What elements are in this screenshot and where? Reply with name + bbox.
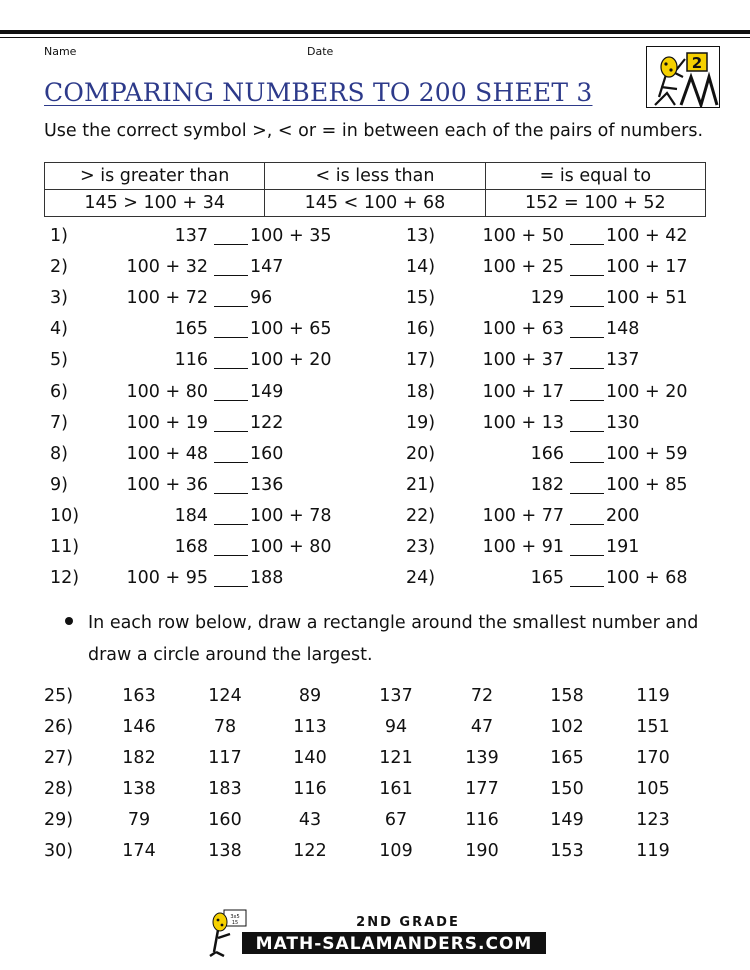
right-expression: 137 [606, 350, 640, 371]
comparison-row [50, 222, 350, 250]
left-expression: 168 [174, 537, 208, 557]
number-cell[interactable]: 163 [122, 686, 156, 706]
right-expression: 136 [250, 474, 284, 495]
comparison-row [50, 409, 350, 437]
left-expression: 100 + 80 [126, 381, 208, 402]
comparison-row [406, 315, 706, 343]
example-less: 145 < 100 + 68 [265, 190, 485, 217]
left-expression: 100 + 25 [482, 257, 564, 278]
salamander-mascot-icon [208, 908, 548, 958]
number-cell[interactable]: 109 [379, 841, 413, 861]
question-number: 13) [406, 226, 436, 246]
question-number: 5) [50, 350, 68, 371]
number-cell[interactable]: 151 [636, 717, 670, 737]
number-cell[interactable]: 89 [298, 686, 322, 706]
svg-text:15: 15 [231, 920, 239, 926]
number-cell[interactable]: 140 [293, 748, 327, 768]
right-expression: 100 + 65 [250, 319, 332, 340]
right-expression: 122 [250, 412, 284, 433]
number-row [44, 712, 744, 742]
grade-badge [646, 46, 720, 108]
question-number: 3) [50, 288, 68, 309]
left-expression: 100 + 37 [482, 350, 564, 371]
name-label: Name [44, 45, 77, 58]
instruction-text: Use the correct symbol >, < or = in between each of the pairs of numbers. [44, 121, 704, 141]
number-cell[interactable]: 94 [384, 717, 408, 737]
question-number: 4) [50, 319, 68, 340]
question-number: 21) [406, 474, 436, 495]
right-expression: 160 [250, 443, 284, 464]
number-cell[interactable]: 116 [293, 779, 327, 799]
key-greater: > is greater than [45, 163, 265, 190]
question-number: 8) [50, 443, 68, 464]
comparison-row [406, 378, 706, 406]
comparison-row [406, 222, 706, 250]
number-cell[interactable]: 149 [550, 810, 584, 830]
right-expression: 149 [250, 381, 284, 402]
salamander-logo-icon [647, 47, 719, 107]
right-expression: 200 [606, 505, 640, 526]
comparison-row [50, 440, 350, 468]
number-cell[interactable]: 47 [470, 717, 494, 737]
left-expression: 129 [530, 288, 564, 309]
row-number: 30) [44, 841, 74, 861]
comparison-row [406, 346, 706, 374]
right-expression: 188 [250, 568, 284, 589]
number-cell[interactable]: 79 [127, 810, 151, 830]
number-cell[interactable]: 183 [208, 779, 242, 799]
comparison-row [406, 564, 706, 592]
number-cell[interactable]: 150 [550, 779, 584, 799]
left-expression: 100 + 13 [482, 412, 564, 433]
left-expression: 100 + 63 [482, 319, 564, 340]
key-less: < is less than [265, 163, 485, 190]
comparison-row [50, 315, 350, 343]
question-number: 24) [406, 568, 436, 589]
question-number: 7) [50, 412, 68, 433]
question-number: 12) [50, 568, 80, 589]
left-expression: 100 + 19 [126, 412, 208, 433]
number-cell[interactable]: 43 [298, 810, 322, 830]
question-number: 18) [406, 381, 436, 402]
svg-text:3x5: 3x5 [230, 914, 240, 920]
left-expression: 166 [530, 443, 564, 464]
grade-number: 2 [691, 54, 703, 72]
right-expression: 100 + 78 [250, 505, 332, 526]
number-cell[interactable]: 153 [550, 841, 584, 861]
question-number: 2) [50, 257, 68, 278]
question-number: 14) [406, 257, 436, 278]
left-expression: 100 + 48 [126, 443, 208, 464]
comparison-row [406, 502, 706, 530]
question-number: 9) [50, 474, 68, 495]
number-cell[interactable]: 177 [465, 779, 499, 799]
left-expression: 184 [174, 505, 208, 526]
row-number: 28) [44, 779, 74, 799]
question-number: 1) [50, 226, 68, 246]
comparison-row [406, 471, 706, 499]
right-expression: 100 + 35 [250, 226, 332, 246]
comparison-row [406, 409, 706, 437]
number-cell[interactable]: 190 [465, 841, 499, 861]
top-rule-thin [0, 37, 750, 38]
number-cell[interactable]: 102 [550, 717, 584, 737]
top-rule [0, 30, 750, 34]
footer-grade-text: 2ND GRADE [356, 915, 460, 930]
number-cell[interactable]: 116 [465, 810, 499, 830]
footer-logo [208, 908, 548, 958]
number-cell[interactable]: 161 [379, 779, 413, 799]
bullet-icon [65, 617, 73, 625]
number-cell[interactable]: 119 [636, 841, 670, 861]
question-number: 17) [406, 350, 436, 371]
comparison-row [50, 502, 350, 530]
number-row [44, 805, 744, 835]
date-label: Date [307, 45, 334, 58]
number-row [44, 681, 744, 711]
number-cell[interactable]: 137 [379, 686, 413, 706]
left-expression: 100 + 95 [126, 568, 208, 589]
number-cell[interactable]: 182 [122, 748, 156, 768]
left-expression: 100 + 91 [482, 537, 564, 557]
example-equal: 152 = 100 + 52 [485, 190, 705, 217]
right-expression: 148 [606, 319, 640, 340]
symbol-key-table [44, 162, 706, 217]
example-greater: 145 > 100 + 34 [45, 190, 265, 217]
number-cell[interactable]: 160 [208, 810, 242, 830]
left-expression: 100 + 77 [482, 505, 564, 526]
comparison-row [406, 533, 706, 561]
right-expression: 191 [606, 537, 640, 557]
footer-site-text: MATH-SALAMANDERS.COM [255, 934, 533, 954]
left-expression: 100 + 36 [126, 474, 208, 495]
right-expression: 96 [250, 288, 273, 309]
key-equal: = is equal to [485, 163, 705, 190]
number-cell[interactable]: 174 [122, 841, 156, 861]
question-number: 19) [406, 412, 436, 433]
comparison-row [406, 284, 706, 312]
left-expression: 165 [530, 568, 564, 589]
number-cell[interactable]: 124 [208, 686, 242, 706]
comparison-row [50, 346, 350, 374]
number-cell[interactable]: 170 [636, 748, 670, 768]
number-cell[interactable]: 72 [470, 686, 494, 706]
question-number: 16) [406, 319, 436, 340]
right-expression: 100 + 85 [606, 474, 688, 495]
comparison-row [50, 533, 350, 561]
left-expression: 100 + 32 [126, 257, 208, 278]
number-row [44, 836, 744, 866]
question-number: 11) [50, 537, 80, 557]
question-number: 22) [406, 505, 436, 526]
number-cell[interactable]: 113 [293, 717, 327, 737]
number-cell[interactable]: 121 [379, 748, 413, 768]
number-cell[interactable]: 158 [550, 686, 584, 706]
right-expression: 130 [606, 412, 640, 433]
number-cell[interactable]: 138 [122, 779, 156, 799]
comparison-row [50, 378, 350, 406]
number-cell[interactable]: 78 [213, 717, 237, 737]
comparison-row [50, 564, 350, 592]
number-row [44, 743, 744, 773]
row-number: 27) [44, 748, 74, 768]
left-expression: 116 [174, 350, 208, 371]
right-expression: 147 [250, 257, 284, 278]
right-expression: 100 + 80 [250, 537, 332, 557]
key-header-row [45, 163, 706, 190]
right-expression: 100 + 68 [606, 568, 688, 589]
comparison-row [406, 440, 706, 468]
right-expression: 100 + 20 [250, 350, 332, 371]
right-expression: 100 + 17 [606, 257, 688, 278]
number-cell[interactable]: 119 [636, 686, 670, 706]
comparison-row [50, 284, 350, 312]
question-number: 6) [50, 381, 68, 402]
number-cell[interactable]: 123 [636, 810, 670, 830]
bullet-instruction: In each row below, draw a rectangle around the smallest number and draw a circle around the largest. [88, 613, 699, 665]
left-expression: 182 [530, 474, 564, 495]
left-expression: 100 + 72 [126, 288, 208, 309]
question-number: 15) [406, 288, 436, 309]
page-title: COMPARING NUMBERS TO 200 SHEET 3 [44, 78, 593, 107]
left-expression: 100 + 50 [482, 226, 564, 246]
right-expression: 100 + 59 [606, 443, 688, 464]
number-cell[interactable]: 139 [465, 748, 499, 768]
number-cell[interactable]: 146 [122, 717, 156, 737]
left-expression: 100 + 17 [482, 381, 564, 402]
comparison-row [50, 253, 350, 281]
number-cell[interactable]: 165 [550, 748, 584, 768]
number-cell[interactable]: 117 [208, 748, 242, 768]
comparison-row [50, 471, 350, 499]
question-number: 10) [50, 505, 80, 526]
left-expression: 165 [174, 319, 208, 340]
number-row [44, 774, 744, 804]
row-number: 25) [44, 686, 74, 706]
row-number: 26) [44, 717, 74, 737]
number-cell[interactable]: 138 [208, 841, 242, 861]
number-cell[interactable]: 67 [384, 810, 408, 830]
right-expression: 100 + 42 [606, 226, 688, 246]
question-number: 23) [406, 537, 436, 557]
key-example-row [45, 190, 706, 217]
comparison-row [406, 253, 706, 281]
question-number: 20) [406, 443, 436, 464]
right-expression: 100 + 20 [606, 381, 688, 402]
number-cell[interactable]: 105 [636, 779, 670, 799]
row-number: 29) [44, 810, 74, 830]
right-expression: 100 + 51 [606, 288, 688, 309]
number-cell[interactable]: 122 [293, 841, 327, 861]
left-expression: 137 [174, 226, 208, 246]
